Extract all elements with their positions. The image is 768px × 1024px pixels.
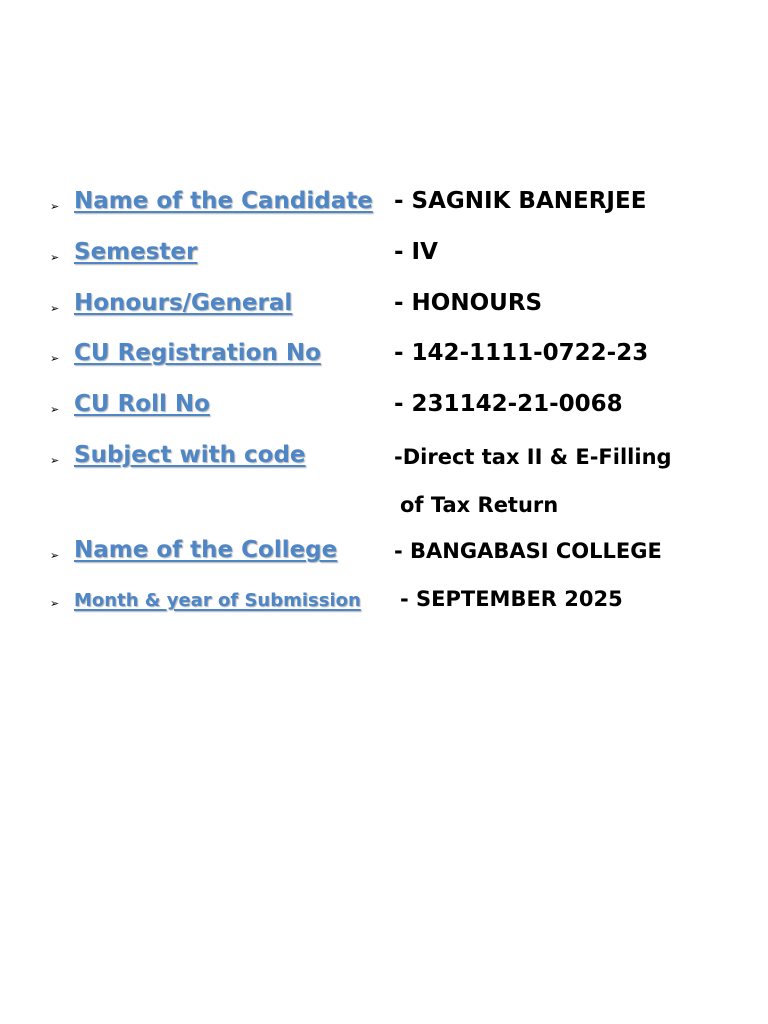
candidate-name-label: Name of the Candidate	[74, 188, 373, 214]
cu-roll-label: CU Roll No	[74, 391, 210, 417]
list-item-submission-date	[0, 585, 768, 625]
arrow-bullet-icon: ➢	[50, 200, 60, 213]
subject-label: Subject with code	[74, 442, 306, 468]
list-item-cu-registration-no	[0, 338, 768, 378]
subject-value: -Direct tax II & E-Filling	[394, 445, 672, 469]
list-item-cu-roll-no	[0, 389, 768, 429]
arrow-bullet-icon: ➢	[50, 549, 60, 562]
submission-date-value: - SEPTEMBER 2025	[400, 587, 623, 611]
list-item-honours-general	[0, 288, 768, 328]
arrow-bullet-icon: ➢	[50, 352, 60, 365]
semester-value: - IV	[394, 239, 438, 265]
subject-value-continuation: of Tax Return	[400, 493, 559, 517]
arrow-bullet-icon: ➢	[50, 251, 60, 264]
cu-roll-value: - 231142-21-0068	[394, 391, 623, 417]
arrow-bullet-icon: ➢	[50, 454, 60, 467]
cu-registration-value: - 142-1111-0722-23	[394, 340, 649, 366]
arrow-bullet-icon: ➢	[50, 302, 60, 315]
honours-general-label: Honours/General	[74, 290, 293, 316]
list-item-semester	[0, 237, 768, 277]
college-name-label: Name of the College	[74, 537, 338, 563]
arrow-bullet-icon: ➢	[50, 403, 60, 416]
college-name-value: - BANGABASI COLLEGE	[394, 539, 662, 563]
submission-date-label: Month & year of Submission	[74, 590, 361, 611]
list-item-candidate-name	[0, 186, 768, 226]
list-item-subject	[0, 440, 768, 530]
candidate-name-value: - SAGNIK BANERJEE	[394, 188, 647, 214]
semester-label: Semester	[74, 239, 198, 265]
honours-general-value: - HONOURS	[394, 290, 543, 316]
arrow-bullet-icon: ➢	[50, 597, 60, 610]
list-item-college-name	[0, 535, 768, 575]
cu-registration-label: CU Registration No	[74, 340, 321, 366]
